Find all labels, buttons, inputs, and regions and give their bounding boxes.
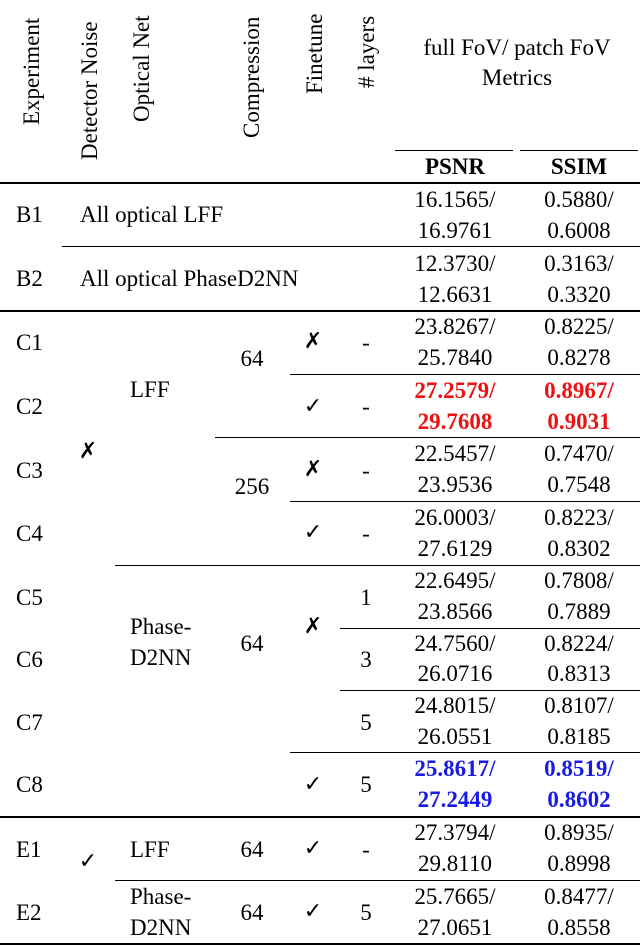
rule-c6-c7 [340, 690, 640, 691]
ssim-patch-c8: 0.8602 [547, 787, 611, 812]
layers-c7: 5 [360, 710, 372, 735]
check-icon: ✓ [78, 849, 98, 874]
ssim-full-c3: 0.7470/ [544, 441, 614, 466]
net-e2-line2: D2NN [130, 915, 192, 940]
psnr-full-c5: 22.6495/ [414, 568, 496, 593]
psnr-full-c3: 22.5457/ [414, 441, 496, 466]
psnr-patch-c8: 27.2449 [417, 787, 493, 812]
ssim-patch-b1: 0.6008 [547, 218, 611, 243]
rule-psnr [395, 150, 513, 151]
ssim-full-c7: 0.8107/ [544, 693, 614, 718]
psnr-full-e1: 27.3794/ [414, 820, 496, 845]
header-psnr: PSNR [424, 154, 486, 179]
ssim-patch-e2: 0.8558 [547, 915, 611, 940]
psnr-patch-c2: 29.7608 [417, 409, 493, 434]
row-id-c2: C2 [16, 394, 43, 419]
rule-c2-c3 [215, 437, 640, 438]
check-icon: ✓ [303, 394, 323, 419]
ssim-patch-c5: 0.7889 [547, 599, 611, 624]
check-icon: ✓ [303, 899, 323, 924]
ssim-full-c5: 0.7808/ [544, 568, 614, 593]
layers-c2: - [362, 394, 370, 419]
cross-icon: ✗ [78, 439, 98, 464]
row-id-c1: C1 [16, 330, 43, 355]
row-id-c6: C6 [16, 647, 43, 672]
layers-c1: - [362, 330, 370, 355]
compression-e2: 64 [240, 900, 264, 925]
row-id-b2: B2 [16, 266, 43, 291]
row-id-e2: E2 [16, 900, 42, 925]
rule-baselines-bottom [0, 310, 640, 312]
ssim-full-b1: 0.5880/ [544, 187, 614, 212]
group-net-phase-line2: D2NN [130, 645, 192, 670]
row-id-c7: C7 [16, 710, 43, 735]
layers-e1: - [362, 837, 370, 862]
baseline-label-b1: All optical LFF [80, 202, 224, 227]
ssim-full-e1: 0.8935/ [544, 820, 614, 845]
psnr-full-c6: 24.7560/ [414, 631, 496, 656]
psnr-full-b1: 16.1565/ [414, 187, 496, 212]
psnr-full-c4: 26.0003/ [414, 505, 496, 530]
ssim-patch-c7: 0.8185 [547, 724, 611, 749]
ssim-full-c8: 0.8519/ [544, 756, 614, 781]
row-id-c8: C8 [16, 772, 43, 797]
header-layers: # layers [354, 15, 379, 88]
cross-icon: ✗ [303, 614, 323, 639]
layers-c3: - [362, 458, 370, 483]
layers-e2: 5 [360, 900, 372, 925]
rule-e1-e2 [115, 880, 640, 881]
ssim-patch-e1: 0.8998 [547, 851, 611, 876]
rule-table-bottom [0, 943, 640, 945]
ssim-full-b2: 0.3163/ [544, 251, 614, 276]
header-optical-net: Optical Net [129, 15, 154, 122]
psnr-patch-c7: 26.0551 [417, 724, 493, 749]
row-id-c4: C4 [16, 521, 43, 546]
ssim-patch-c3: 0.7548 [547, 472, 611, 497]
ssim-patch-c1: 0.8278 [547, 345, 611, 370]
psnr-patch-b2: 12.6631 [417, 282, 493, 307]
header-detector-noise: Detector Noise [77, 21, 102, 160]
group-net-phase-line1: Phase- [130, 614, 192, 639]
psnr-full-c1: 23.8267/ [414, 314, 496, 339]
psnr-full-c2: 27.2579/ [414, 378, 496, 403]
rule-c-section-bottom [0, 816, 640, 818]
layers-c8: 5 [360, 772, 372, 797]
rule-c3-c4 [290, 501, 640, 502]
ssim-patch-c4: 0.8302 [547, 536, 611, 561]
ssim-patch-b2: 0.3320 [547, 282, 611, 307]
check-icon: ✓ [303, 836, 323, 861]
psnr-patch-c6: 26.0716 [417, 661, 493, 686]
net-e2-line1: Phase- [130, 884, 192, 909]
ssim-full-e2: 0.8477/ [544, 884, 614, 909]
header-compression: Compression [239, 16, 264, 138]
ssim-patch-c6: 0.8313 [547, 661, 611, 686]
header-metrics-line2: Metrics [481, 65, 553, 90]
psnr-patch-c4: 27.6129 [417, 536, 493, 561]
header-ssim: SSIM [550, 154, 608, 179]
check-icon: ✓ [303, 520, 323, 545]
row-id-c3: C3 [16, 458, 43, 483]
psnr-full-c7: 24.8015/ [414, 693, 496, 718]
ssim-full-c1: 0.8225/ [544, 314, 614, 339]
net-e1: LFF [130, 837, 170, 862]
rule-header-bottom [0, 182, 640, 184]
psnr-patch-b1: 16.9761 [417, 218, 493, 243]
ssim-patch-c2: 0.9031 [547, 409, 611, 434]
rule-ssim [520, 150, 638, 151]
rule-b1-b2 [62, 246, 640, 247]
compression-e1: 64 [240, 837, 264, 862]
cross-icon: ✗ [303, 329, 323, 354]
rule-c1-c2 [290, 374, 640, 375]
group-net-lff: LFF [130, 377, 170, 402]
psnr-full-b2: 12.3730/ [414, 251, 496, 276]
rule-c5-c6 [340, 628, 640, 629]
check-icon: ✓ [303, 772, 323, 797]
psnr-patch-c3: 23.9536 [417, 472, 493, 497]
psnr-full-e2: 25.7665/ [414, 884, 496, 909]
layers-c4: - [362, 521, 370, 546]
layers-c6: 3 [360, 647, 372, 672]
row-id-e1: E1 [16, 837, 42, 862]
header-finetune: Finetune [302, 13, 327, 94]
ssim-full-c4: 0.8223/ [544, 505, 614, 530]
psnr-patch-c5: 23.8566 [417, 599, 493, 624]
baseline-label-b2: All optical PhaseD2NN [80, 266, 299, 291]
row-id-b1: B1 [16, 202, 43, 227]
row-id-c5: C5 [16, 585, 43, 610]
psnr-full-c8: 25.8617/ [414, 756, 496, 781]
group-compression-64-phase: 64 [240, 631, 264, 656]
group-compression-256: 256 [234, 474, 270, 499]
rule-c7-c8 [290, 752, 640, 753]
group-compression-64-lff: 64 [240, 346, 264, 371]
layers-c5: 1 [360, 585, 372, 610]
ssim-full-c2: 0.8967/ [544, 378, 614, 403]
rule-c4-c5 [115, 565, 640, 566]
ssim-full-c6: 0.8224/ [544, 631, 614, 656]
cross-icon: ✗ [303, 457, 323, 482]
psnr-patch-e2: 27.0651 [417, 915, 493, 940]
header-metrics-line1: full FoV/ patch FoV [423, 35, 611, 60]
psnr-patch-c1: 25.7840 [417, 345, 493, 370]
header-experiment: Experiment [19, 17, 44, 125]
psnr-patch-e1: 29.8110 [418, 851, 492, 876]
